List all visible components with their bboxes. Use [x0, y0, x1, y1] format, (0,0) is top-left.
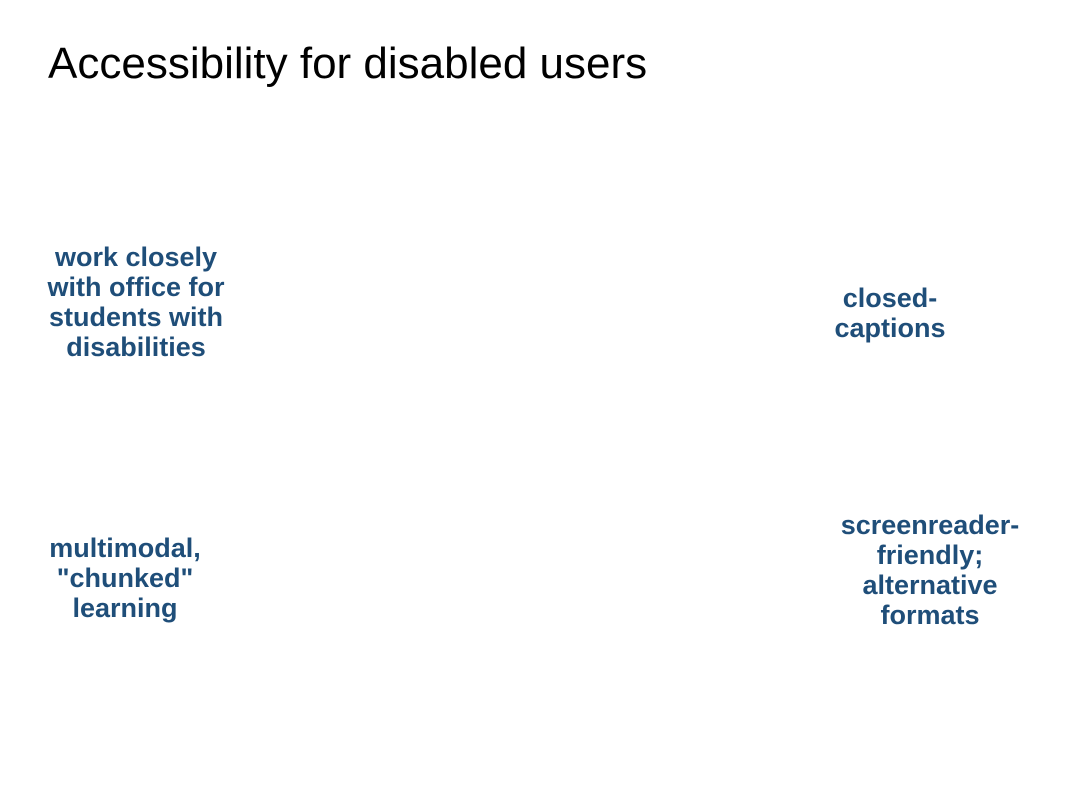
callout-closed-captions: closed- captions	[834, 283, 946, 343]
slide-title: Accessibility for disabled users	[48, 39, 648, 88]
callout-office-for-students: work closely with office for students with disabilities	[47, 242, 225, 362]
callout-screenreader-friendly: screenreader- friendly; alternative formats	[840, 510, 1020, 630]
callout-multimodal-learning: multimodal, "chunked" learning	[49, 533, 201, 623]
